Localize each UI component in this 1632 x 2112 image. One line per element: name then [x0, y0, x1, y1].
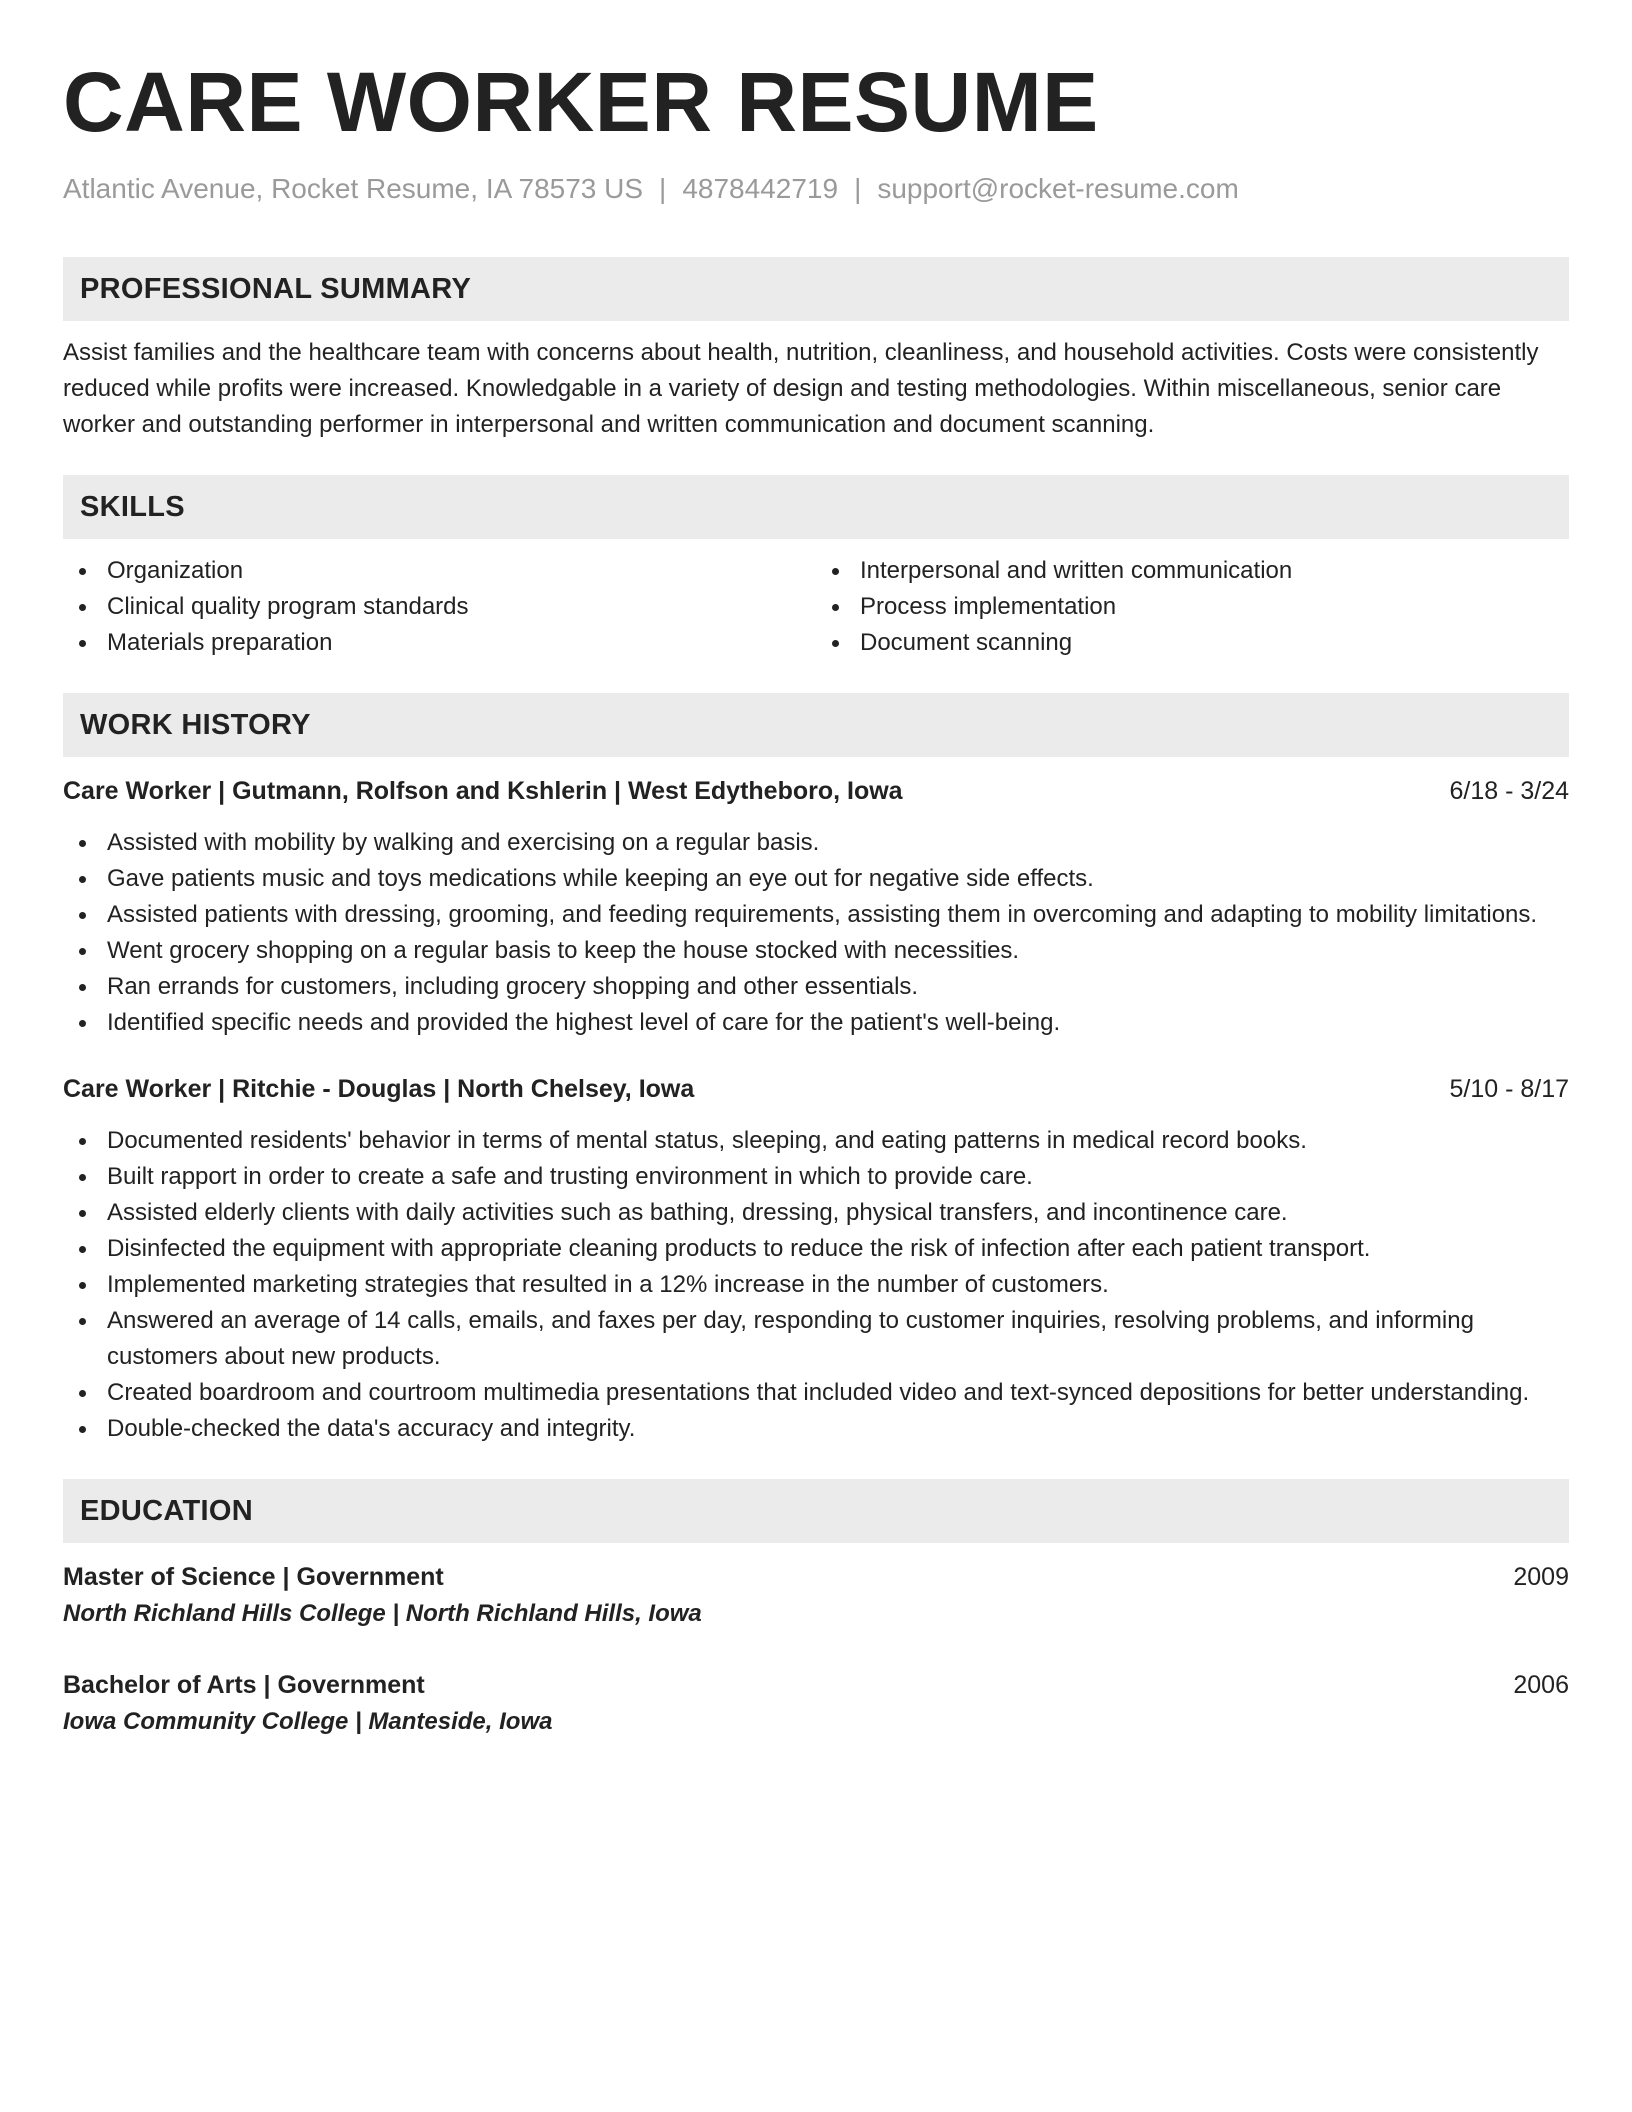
skill-item: Materials preparation	[63, 625, 816, 661]
skill-item: Process implementation	[816, 589, 1569, 625]
contact-separator: |	[659, 173, 667, 204]
job-duty: Assisted patients with dressing, grooming, and feeding requirements, assisting them in overcoming and adapting to mobility limitations.	[63, 897, 1569, 933]
job-duty: Documented residents' behavior in terms of mental status, sleeping, and eating patterns in medical record books.	[63, 1123, 1569, 1159]
skill-item: Organization	[63, 553, 816, 589]
job-duty: Implemented marketing strategies that resulted in a 12% increase in the number of customers.	[63, 1267, 1569, 1303]
skill-item: Document scanning	[816, 625, 1569, 661]
skills-section-header	[63, 475, 1569, 539]
job-duty: Ran errands for customers, including grocery shopping and other essentials.	[63, 969, 1569, 1005]
job-duty: Assisted elderly clients with daily activities such as bathing, dressing, physical transfers, and incontinence care.	[63, 1195, 1569, 1231]
job-duty: Went grocery shopping on a regular basis to keep the house stocked with necessities.	[63, 933, 1569, 969]
work-heading: WORK HISTORY	[80, 708, 311, 741]
contact-email: support@rocket-resume.com	[877, 173, 1239, 204]
education-degree: Bachelor of Arts | Government	[63, 1671, 425, 1699]
resume-title: CARE WORKER RESUME	[63, 55, 1099, 149]
job-title: Care Worker | Ritchie - Douglas | North Chelsey, Iowa	[63, 1075, 695, 1103]
job-header	[63, 1071, 1569, 1107]
job-duty: Gave patients music and toys medications while keeping an eye out for negative side effects.	[63, 861, 1569, 897]
contact-line	[63, 172, 1569, 206]
contact-address: Atlantic Avenue, Rocket Resume, IA 78573 US	[63, 173, 644, 204]
summary-heading: PROFESSIONAL SUMMARY	[80, 272, 472, 305]
job-duty: Double-checked the data's accuracy and integrity.	[63, 1411, 1569, 1447]
job-header	[63, 773, 1569, 809]
skill-item: Clinical quality program standards	[63, 589, 816, 625]
job-duty: Created boardroom and courtroom multimedia presentations that included video and text-synced depositions for better understanding.	[63, 1375, 1569, 1411]
education-school: North Richland Hills College | North Richland Hills, Iowa	[63, 1600, 702, 1627]
education-entry	[63, 1667, 1569, 1741]
education-section-header	[63, 1479, 1569, 1543]
skill-item: Interpersonal and written communication	[816, 553, 1569, 589]
education-heading: EDUCATION	[80, 1494, 253, 1527]
work-section-header	[63, 693, 1569, 757]
job-duties	[63, 825, 1569, 1041]
summary-section-header	[63, 257, 1569, 321]
skills-column-left	[63, 553, 816, 661]
education-year: 2006	[1513, 1671, 1569, 1699]
job-dates: 6/18 - 3/24	[1449, 777, 1569, 805]
job-duty: Built rapport in order to create a safe and trusting environment in which to provide care.	[63, 1159, 1569, 1195]
education-degree: Master of Science | Government	[63, 1563, 444, 1591]
education-header	[63, 1559, 1569, 1595]
job-duty: Answered an average of 14 calls, emails, and faxes per day, responding to customer inquiries, resolving problems, and informing customers about new products.	[63, 1303, 1569, 1375]
skills-grid	[63, 553, 1569, 661]
skills-heading: SKILLS	[80, 490, 185, 523]
job-entry	[63, 773, 1569, 1041]
contact-separator: |	[854, 173, 862, 204]
education-school: Iowa Community College | Manteside, Iowa	[63, 1708, 553, 1735]
education-entry	[63, 1559, 1569, 1633]
education-header	[63, 1667, 1569, 1703]
job-duties	[63, 1123, 1569, 1447]
job-dates: 5/10 - 8/17	[1449, 1075, 1569, 1103]
contact-phone: 4878442719	[682, 173, 839, 204]
job-entry	[63, 1071, 1569, 1447]
job-title: Care Worker | Gutmann, Rolfson and Kshlerin | West Edytheboro, Iowa	[63, 777, 903, 805]
job-duty: Disinfected the equipment with appropriate cleaning products to reduce the risk of infection after each patient transport.	[63, 1231, 1569, 1267]
education-year: 2009	[1513, 1563, 1569, 1591]
job-duty: Identified specific needs and provided the highest level of care for the patient's well-being.	[63, 1005, 1569, 1041]
job-duty: Assisted with mobility by walking and exercising on a regular basis.	[63, 825, 1569, 861]
summary-text: Assist families and the healthcare team with concerns about health, nutrition, cleanliness, and household activities. Costs were consistently reduced while profits were increased. Knowledgable in a variety of design and testing methodologies. Within miscellaneous, senior care worker and outstanding performer in interpersonal and written communication and document scanning.	[63, 339, 1539, 438]
skills-column-right	[816, 553, 1569, 661]
